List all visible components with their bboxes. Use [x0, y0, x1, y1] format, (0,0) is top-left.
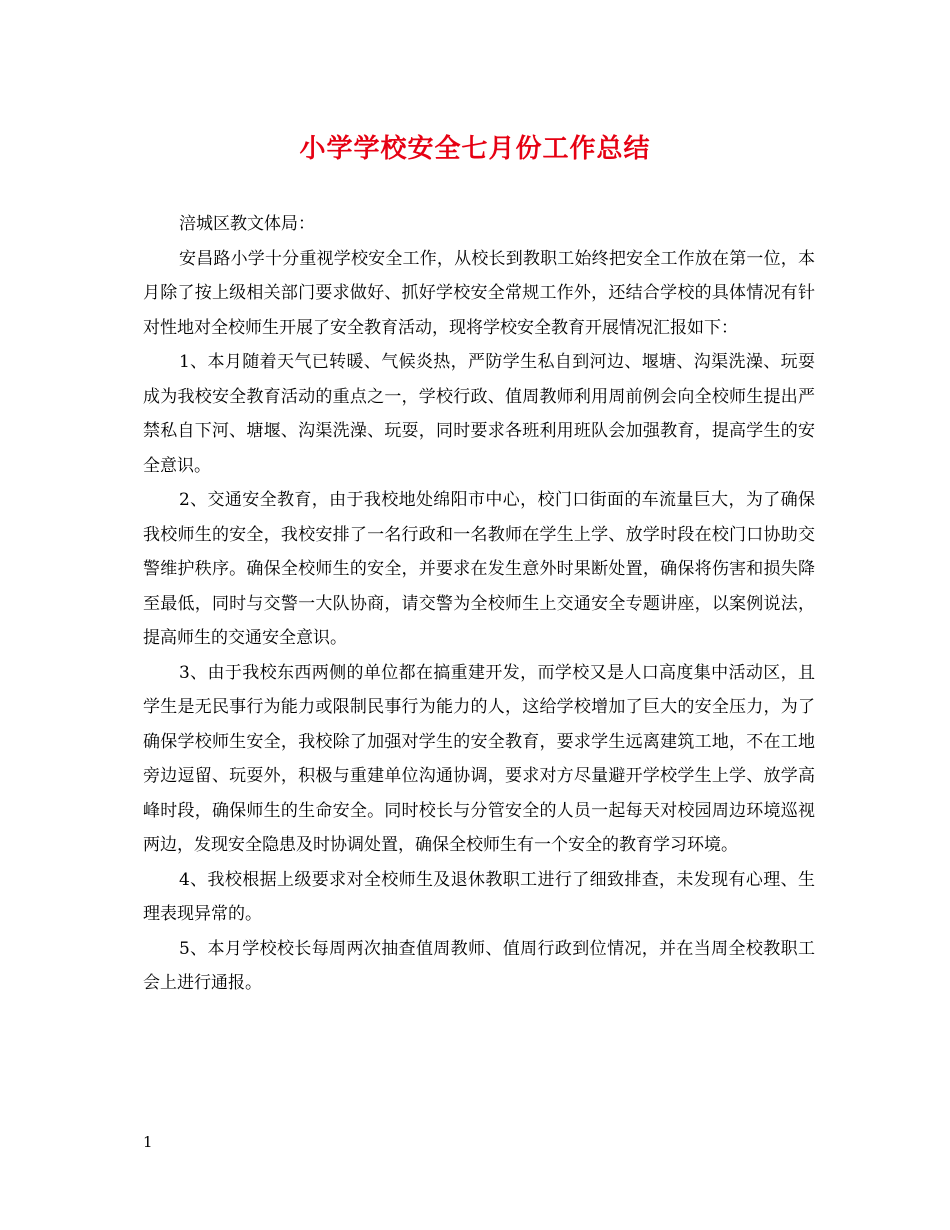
- paragraph-item-4: 4、我校根据上级要求对全校师生及退休教职工进行了细致排查，未发现有心理、生理表现异常的。: [143, 869, 815, 924]
- paragraph-item-5: 5、本月学校校长每周两次抽查值周教师、值周行政到位情况，并在当周全校教职工会上进行通报。: [143, 938, 815, 993]
- paragraph-item-2: 2、交通安全教育，由于我校地处绵阳市中心，校门口街面的车流量巨大，为了确保我校师生的安全，我校安排了一名行政和一名教师在学生上学、放学时段在校门口协助交警维护秩序。确保全校师生的安全，并要求在发生意外时果断处置，确保将伤害和损失降至最低，同时与交警一大队协商，请交警为全校师生上交通安全专题讲座，以案例说法，提高师生的交通安全意识。: [143, 490, 815, 648]
- document-title: 小学学校安全七月份工作总结: [299, 134, 651, 164]
- page-number: 1: [143, 1133, 153, 1151]
- salutation: 涪城区教文体局：: [179, 214, 315, 234]
- paragraph-item-3: 3、由于我校东西两侧的单位都在搞重建开发，而学校又是人口高度集中活动区，且学生是无民事行为能力或限制民事行为能力的人，这给学校增加了巨大的安全压力，为了确保学校师生安全，我校除了加强对学生的安全教育，要求学生远离建筑工地，不在工地旁边逗留、玩耍外，积极与重建单位沟通协调，要求对方尽量避开学校学生上学、放学高峰时段，确保师生的生命安全。同时校长与分管安全的人员一起每天对校园周边环境巡视两边，发现安全隐患及时协调处置，确保全校师生有一个安全的教育学习环境。: [143, 662, 815, 855]
- paragraph-intro: 安昌路小学十分重视学校安全工作，从校长到教职工始终把安全工作放在第一位，本月除了按上级相关部门要求做好、抓好学校安全常规工作外，还结合学校的具体情况有针对性地对全校师生开展了安全教育活动，现将学校安全教育开展情况汇报如下：: [143, 248, 815, 338]
- paragraph-item-1: 1、本月随着天气已转暖、气候炎热，严防学生私自到河边、堰塘、沟渠洗澡、玩耍成为我校安全教育活动的重点之一，学校行政、值周教师利用周前例会向全校师生提出严禁私自下河、塘堰、沟渠洗澡、玩耍，同时要求各班利用班队会加强教育，提高学生的安全意识。: [143, 352, 815, 476]
- document-body: [143, 207, 815, 1001]
